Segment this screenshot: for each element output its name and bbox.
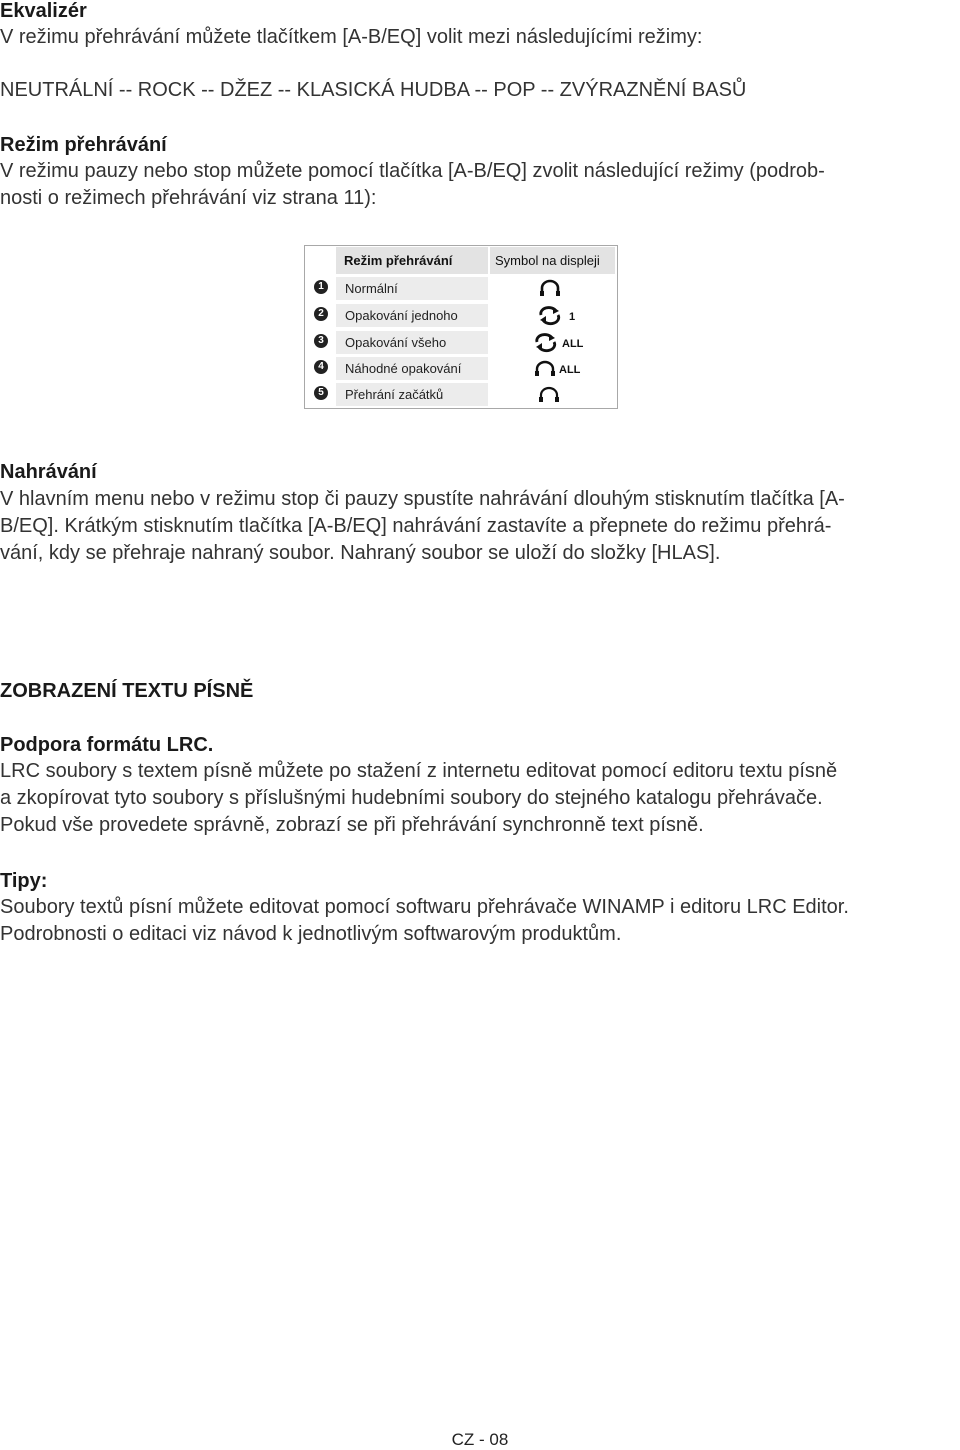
table-header-symbol: Symbol na displeji (488, 247, 615, 274)
recording-heading: Nahrávání (0, 461, 97, 483)
playback-heading: Režim přehrávání (0, 134, 167, 156)
lrc-support-heading: Podpora formátu LRC. (0, 734, 214, 756)
equalizer-heading: Ekvalizér (0, 0, 87, 22)
lyrics-section-heading: ZOBRAZENÍ TEXTU PÍSNĚ (0, 680, 254, 702)
row-number: 2 (314, 307, 328, 321)
row-number: 3 (314, 334, 328, 348)
recording-text-line1: V hlavním menu nebo v režimu stop či pauzy spustíte nahrávání dlouhým stisknutím tlačítka [A- (0, 488, 845, 510)
symbol-suffix: ALL (559, 364, 581, 376)
table-header-mode: Režim přehrávání (336, 247, 488, 274)
symbol-suffix: 1 (569, 311, 576, 323)
playback-text-line1: V režimu pauzy nebo stop můžete pomocí tlačítka [A-B/EQ] zvolit následující režimy (podrob- (0, 160, 825, 182)
page-number: CZ - 08 (451, 1430, 509, 1449)
random-repeat-icon (529, 355, 609, 381)
tips-text-line2: Podrobnosti o editaci viz návod k jednotlivým softwarovým produktům. (0, 923, 622, 945)
table-row (305, 355, 617, 381)
playback-text-line2: nosti o režimech přehrávání viz strana 11): (0, 187, 377, 209)
lyrics-text-line2: a zkopírovat tyto soubory s příslušnými hudebními soubory do stejného katalogu přehrávače. (0, 787, 823, 809)
recording-text-line3: vání, kdy se přehraje nahraný soubor. Nahraný soubor se uloží do složky [HLAS]. (0, 542, 721, 564)
tips-text-line1: Soubory textů písní můžete editovat pomocí softwaru přehrávače WINAMP i editoru LRC Editor. (0, 896, 849, 918)
intro-play-icon (529, 381, 609, 407)
playback-mode-table (304, 245, 618, 409)
table-row (305, 275, 617, 301)
recording-text-line2: B/EQ]. Krátkým stisknutím tlačítka [A-B/EQ] nahrávání zastavíte a přepnete do režimu přehrá- (0, 515, 832, 537)
equalizer-text: V režimu přehrávání můžete tlačítkem [A-B/EQ] volit mezi následujícími režimy: (0, 26, 703, 48)
row-number: 5 (314, 386, 328, 400)
symbol-suffix: ALL (562, 338, 584, 350)
row-number: 1 (314, 280, 328, 294)
repeat-all-icon (529, 329, 609, 355)
normal-repeat-icon (529, 275, 609, 301)
row-mode-name: Přehrání začátků (336, 383, 488, 406)
lyrics-text-line3: Pokud vše provedete správně, zobrazí se při přehrávání synchronně text písně. (0, 814, 704, 836)
row-mode-name: Normální (336, 277, 488, 300)
row-mode-name: Náhodné opakování (336, 357, 488, 380)
equalizer-modes: NEUTRÁLNÍ -- ROCK -- DŽEZ -- KLASICKÁ HUDBA -- POP -- ZVÝRAZNĚNÍ BASŮ (0, 79, 747, 101)
table-row (305, 302, 617, 328)
table-row (305, 329, 617, 355)
repeat-one-icon (529, 302, 609, 328)
table-row (305, 381, 617, 407)
row-number: 4 (314, 360, 328, 374)
tips-heading: Tipy: (0, 870, 48, 892)
row-mode-name: Opakování všeho (336, 331, 488, 354)
lyrics-text-line1: LRC soubory s textem písně můžete po stažení z internetu editovat pomocí editoru textu písně (0, 760, 838, 782)
row-mode-name: Opakování jednoho (336, 304, 488, 327)
